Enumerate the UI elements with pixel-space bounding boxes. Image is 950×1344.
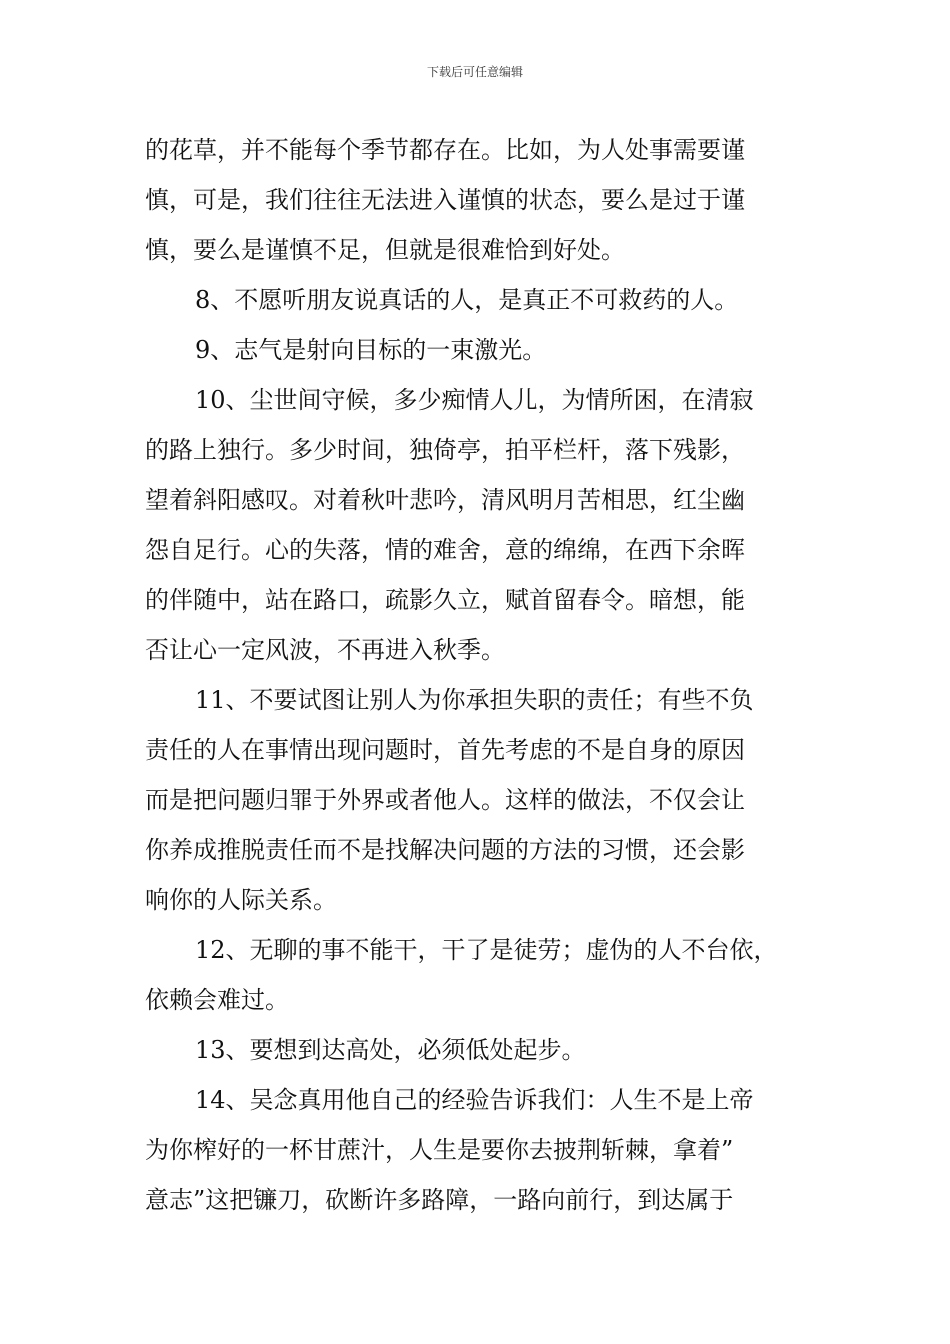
text-line: 10、尘世间守候，多少痴情人儿，为情所困，在清寂 bbox=[195, 386, 754, 414]
page-header: 下载后可任意编辑 bbox=[426, 65, 523, 79]
text-line: 12、无聊的事不能干，干了是徒劳；虚伪的人不台依， bbox=[195, 936, 778, 964]
text-line: 慎，要么是谨慎不足，但就是很难恰到好处。 bbox=[145, 236, 625, 264]
text-line: 14、吴念真用他自己的经验告诉我们：人生不是上帝 bbox=[195, 1086, 754, 1114]
text-line: 8、不愿听朋友说真话的人，是真正不可救药的人。 bbox=[195, 286, 739, 314]
text-line: 11、不要试图让别人为你承担失职的责任；有些不负 bbox=[195, 686, 754, 714]
text-line: 而是把问题归罪于外界或者他人。这样的做法，不仅会让 bbox=[145, 786, 745, 814]
text-line: 怨自足行。心的失落，情的难舍，意的绵绵，在西下余晖 bbox=[145, 536, 745, 564]
text-line: 的路上独行。多少时间，独倚亭，拍平栏杆，落下残影， bbox=[145, 436, 745, 464]
text-line: 望着斜阳感叹。对着秋叶悲吟，清风明月苦相思，红尘幽 bbox=[145, 486, 745, 514]
text-line: 依赖会难过。 bbox=[145, 986, 289, 1014]
text-line: 慎，可是，我们往往无法进入谨慎的状态，要么是过于谨 bbox=[145, 186, 745, 214]
text-line: 意志”这把镰刀，砍断许多路障，一路向前行，到达属于 bbox=[145, 1186, 734, 1214]
text-line: 为你榨好的一杯甘蔗汁，人生是要你去披荆斩棘，拿着” bbox=[145, 1136, 734, 1164]
text-line: 责任的人在事情出现问题时，首先考虑的不是自身的原因 bbox=[145, 736, 745, 764]
text-line: 13、要想到达高处，必须低处起步。 bbox=[195, 1036, 586, 1064]
text-line: 你养成推脱责任而不是找解决问题的方法的习惯，还会影 bbox=[145, 836, 745, 864]
text-line: 响你的人际关系。 bbox=[145, 886, 337, 914]
text-line: 的花草，并不能每个季节都存在。比如，为人处事需要谨 bbox=[145, 136, 745, 164]
document-body bbox=[145, 128, 825, 1228]
text-line: 的伴随中，站在路口，疏影久立，赋首留春令。暗想，能 bbox=[145, 586, 745, 614]
text-line: 9、志气是射向目标的一束激光。 bbox=[195, 336, 547, 364]
text-line: 否让心一定风波，不再进入秋季。 bbox=[145, 636, 505, 664]
